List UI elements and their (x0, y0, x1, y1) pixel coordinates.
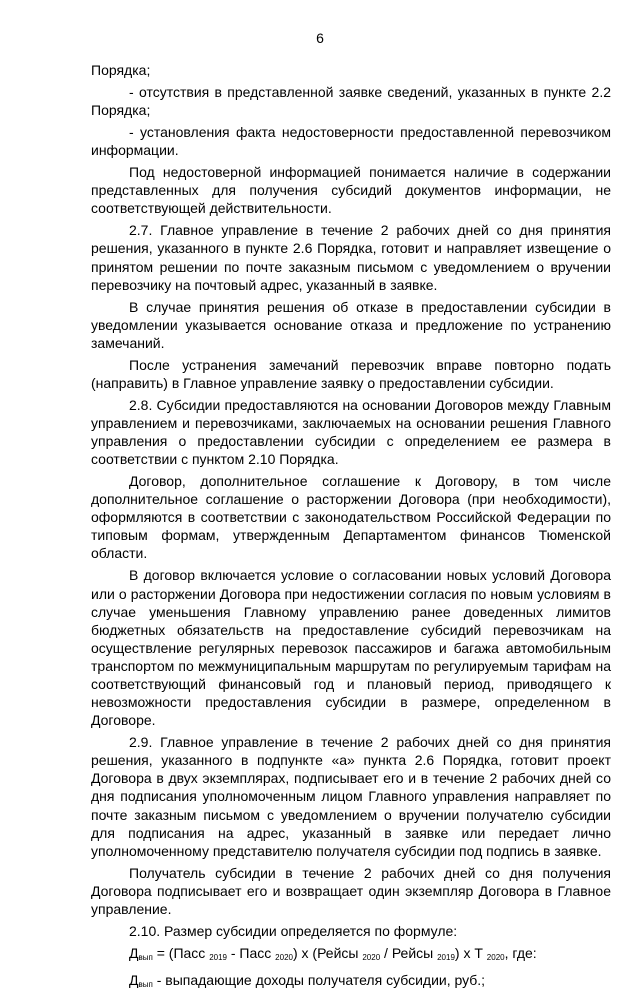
paragraph: 2.9. Главное управление в течение 2 рабочих дней со дня принятия решения, указанного в подпункте «а» пункта 2.6 Порядка, готовит проект Договора в двух экземплярах, подписывает его и в течение 2 рабочих дней со дня подписания уполномоченным лицом Главного управления направляет по почте заказным письмом с уведомлением о вручении получателю субсидии для подписания на адрес, указанный в заявке или передает лично уполномоченному представителю получателя субсидии под подпись в заявке. (91, 734, 611, 859)
formula-text: / Рейсы (380, 944, 438, 961)
formula-subscript: вып (138, 952, 153, 962)
paragraph: - установления факта недостоверности предоставленной перевозчиком информации. (91, 124, 611, 159)
page-number: 6 (316, 30, 324, 46)
formula-text: ) х (Рейсы (292, 944, 363, 961)
formula-text: = (Пасс (152, 944, 210, 961)
paragraph: Договор, дополнительное соглашение к Договору, в том числе дополнительное соглашение о расторжении Договора (при необходимости), оформляются в соответствии с законодательством Российской Федерации по типовым формам, утвержденным Департаментом финансов Тюменской области. (91, 473, 611, 562)
formula-definition (91, 971, 611, 994)
paragraph: Порядка; (91, 62, 151, 78)
formula-subscript: 2020 (486, 952, 505, 962)
paragraph: После устранения замечаний перевозчик вправе повторно подать (направить) в Главное управление заявку о предоставлении субсидии. (91, 356, 611, 391)
formula-text: - Пасс (226, 944, 276, 961)
paragraph: 2.10. Размер субсидии определяется по формуле: (129, 922, 458, 939)
paragraph: 2.7. Главное управление в течение 2 рабочих дней со дня принятия решения, указанного в пункте 2.6 Порядка, готовит и направляет извещение о принятом решении по почте заказным письмом с уведомлением о вручении перевозчику на почтовый адрес, указанный в заявке. (91, 222, 611, 293)
formula-symbol: Д (129, 971, 139, 988)
paragraph: Под недостоверной информацией понимается наличие в содержании представленных для получения субсидий документов информации, не соответствующей действительности. (91, 164, 611, 217)
paragraph: В случае принятия решения об отказе в предоставлении субсидии в уведомлении указывается основание отказа и предложение по устранению замечаний. (91, 298, 611, 351)
paragraph: 2.8. Субсидии предоставляются на основании Договоров между Главным управлением и перевозчиками, заключаемых на основании решения Главного управления о предоставлении субсидии с определением ее размера в соответствии с пунктом 2.10 Порядка. (91, 396, 611, 468)
formula-subscript: вып (138, 979, 153, 989)
formula-subscript: 2019 (209, 952, 227, 962)
definition-text: - выпадающие доходы получателя субсидии, руб.; (152, 971, 486, 988)
paragraph: Получатель субсидии в течение 2 рабочих дней со дня получения Договора подписывает его и возвращает один экземпляр Договора в Главное управление. (91, 864, 611, 917)
formula-subscript: 2020 (275, 952, 293, 962)
formula-text: , где: (504, 944, 537, 961)
paragraph: - отсутствия в представленной заявке сведений, указанных в пункте 2.2 Порядка; (91, 83, 611, 119)
formula-subscript: 2020 (362, 952, 381, 962)
formula-symbol: Д (129, 944, 139, 961)
formula-text: ) х Т (454, 944, 487, 961)
body-text (91, 61, 611, 998)
subsidy-formula (91, 944, 611, 967)
formula-subscript: 2019 (437, 952, 455, 962)
paragraph: В договор включается условие о согласовании новых условий Договора или о расторжении Договора при недостижении согласия по новым условиям в случае уменьшения Главному управлению ранее доведенных лимитов бюджетных обязательств на предоставление субсидий перевозчикам на осуществление регулярных перевозок пассажиров и багажа автомобильным транспортом по межмуниципальным маршрутам по регулируемым тарифам на соответствующий финансовый год и плановый период, приводящего к невозможности предоставления субсидии в размере, определенном в Договоре. (91, 567, 611, 729)
